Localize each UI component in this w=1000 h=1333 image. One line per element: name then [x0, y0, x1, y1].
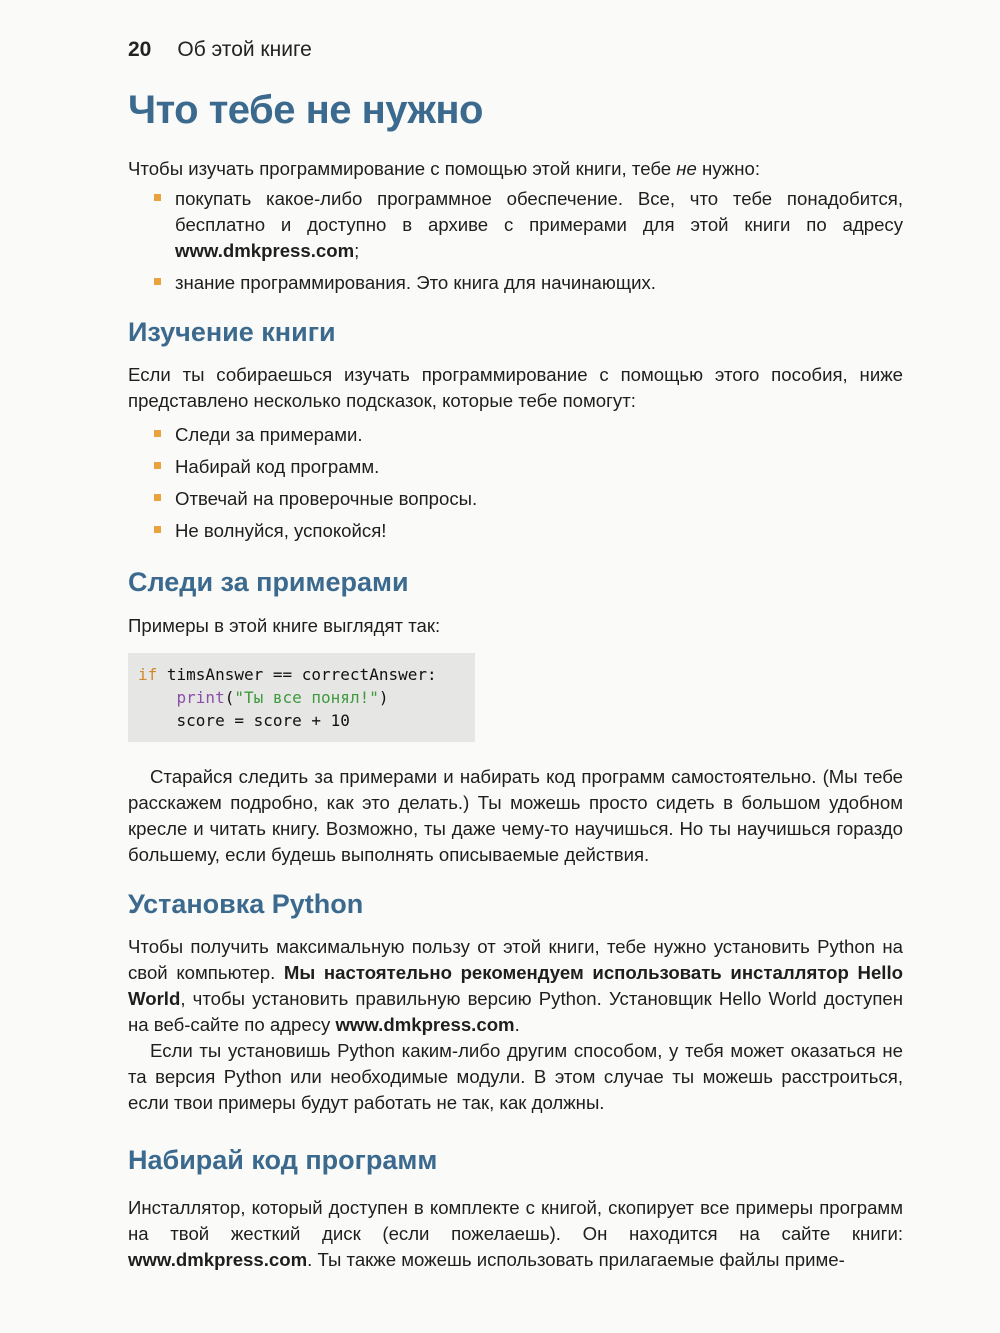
emphasis-not: не	[676, 158, 697, 179]
url-link: www.dmkpress.com	[128, 1248, 308, 1270]
body-paragraph: Чтобы получить максимальную пользу от этой книги, тебе нужно установить Python на свой компьютер. Мы настоятельно рекомендуем использовать инсталлятор Hello World, чтобы установить правильную версию Python. Установщик Hello World доступен на веб-сайте по адресу www.dmkpress.com.	[128, 936, 903, 1036]
list-item: Следи за примерами.	[128, 422, 903, 448]
code-line: print("Ты все понял!")	[176, 687, 389, 707]
code-line: if timsAnswer == correctAnswer:	[138, 664, 437, 684]
section-intro-examples: Примеры в этой книге выглядят так:	[128, 614, 441, 636]
code-example	[128, 653, 475, 742]
body-paragraph: Старайся следить за примерами и набирать код программ самостоятельно. (Мы тебе расскажем подробно, как это делать.) Ты можешь просто сидеть в большом удобном кресле и читать книгу. Возможно, ты даже чему-то научишься. Но ты научишься гораздо большему, если будешь выполнять описываемые действия.	[128, 765, 903, 865]
bullet-square-icon	[154, 526, 161, 533]
tips-list	[128, 422, 903, 544]
bullet-square-icon	[154, 462, 161, 469]
bullet-square-icon	[154, 430, 161, 437]
bullet-square-icon	[154, 494, 161, 501]
running-title: Об этой книге	[177, 38, 312, 61]
body-paragraph: Инсталлятор, который доступен в комплекте с книгой, скопирует все примеры программ на твой жесткий диск (если пожелаешь). Он находится на сайте книги: www.dmkpress.com. Ты также можешь использовать прилагаемые файлы приме-	[128, 1196, 903, 1270]
section-title-type-code: Набирай код программ	[128, 1145, 438, 1176]
list-item: Не волнуйся, успокойся!	[128, 518, 903, 544]
section-intro-studying: Если ты собираешься изучать программирование с помощью этого пособия, ниже представлено несколько подсказок, которые тебе помогут:	[128, 364, 903, 412]
section-title-not-needed: Что тебе не нужно	[128, 88, 483, 132]
section-intro-not-needed: Чтобы изучать программирование с помощью этой книги, тебе не нужно:	[128, 158, 761, 179]
not-needed-list	[128, 186, 903, 296]
section-title-follow-examples: Следи за примерами	[128, 567, 409, 598]
page-content	[128, 86, 903, 1273]
section-title-studying: Изучение книги	[128, 317, 336, 347]
bullet-square-icon	[154, 194, 161, 201]
section-title-install-python: Установка Python	[128, 888, 364, 919]
page-number: 20	[128, 38, 152, 61]
page-header	[128, 38, 312, 62]
url-link: www.dmkpress.com	[335, 1014, 515, 1036]
body-paragraph: Если ты установишь Python каким-либо другим способом, у тебя может оказаться не та версия Python или необходимые модули. В этом случае ты можешь расстроиться, если твои примеры будут работать не так, как должны.	[128, 1040, 903, 1114]
list-item: Набирай код программ.	[128, 454, 903, 480]
list-item: покупать какое-либо программное обеспечение. Все, что тебе понадобится, бесплатно и доступно в архиве с примерами для этой книги по адресу www.dmkpress.com;	[128, 186, 903, 264]
bullet-square-icon	[154, 278, 161, 285]
list-item: Отвечай на проверочные вопросы.	[128, 486, 903, 512]
url-link: www.dmkpress.com	[175, 240, 355, 261]
list-item: знание программирования. Это книга для начинающих.	[128, 270, 903, 296]
code-line: score = score + 10	[176, 710, 350, 730]
